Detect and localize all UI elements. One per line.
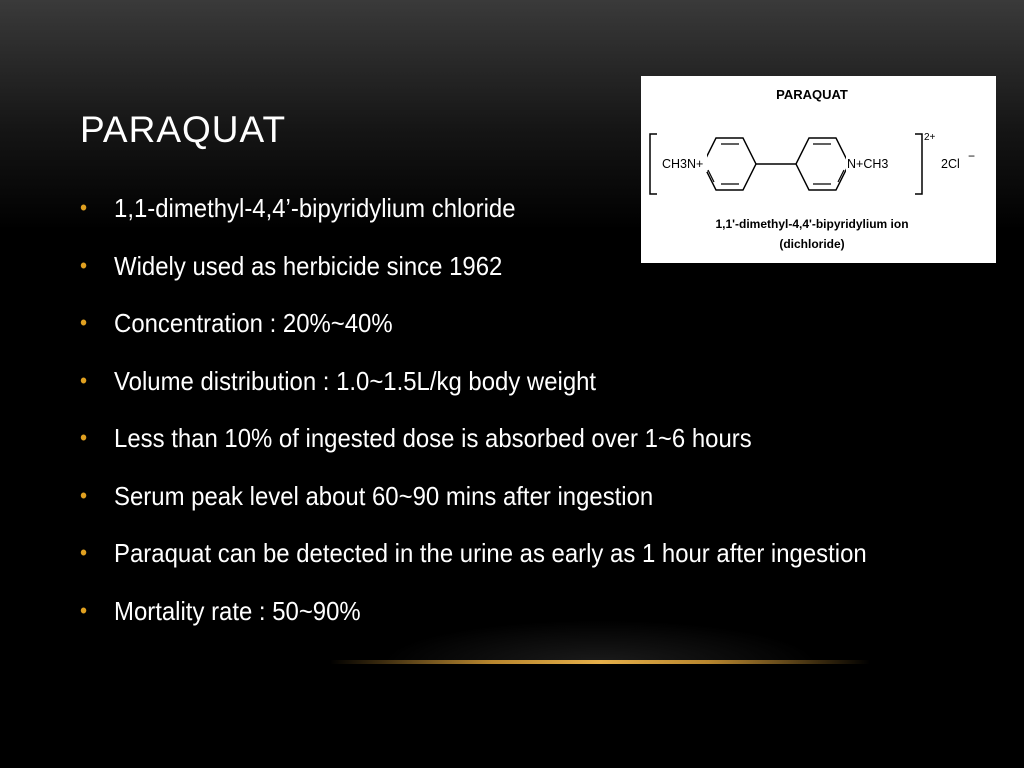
bullet-item [80,361,871,401]
bullet-dot-icon: • [80,540,88,565]
bullet-dot-icon: • [80,310,88,335]
left-pyridine-ring [703,138,756,190]
bullet-dot-icon: • [80,597,88,623]
charge-label: 2+ [924,132,936,143]
bullet-dot-icon: • [80,425,88,450]
bullet-dot-icon: • [80,367,88,393]
right-bracket [915,134,922,194]
bullet-text: Concentration : 20%~40% [114,308,393,338]
bullet-item [80,303,871,343]
counter-ion-label: 2Cl [941,157,960,171]
bullet-text: Widely used as herbicide since 1962 [114,250,503,281]
bullet-text: Paraquat can be detected in the urine as early as 1 hour after ingestion [114,538,867,568]
paraquat-structure-figure [641,76,996,263]
figure-caption-line1: 1,1'-dimethyl-4,4'-bipyridylium ion [715,217,909,231]
bullet-text: 1,1-dimethyl-4,4’-bipyridylium chloride [114,193,516,223]
bullet-dot-icon: • [80,252,88,278]
bullet-dot-icon: • [80,195,88,220]
figure-caption-line2: (dichloride) [779,237,845,251]
decorative-glow [380,620,820,664]
bullet-text: Less than 10% of ingested dose is absorbed over 1~6 hours [114,423,752,453]
left-bracket [650,134,657,194]
right-pyridine-ring [796,138,849,190]
figure-heading: PARAQUAT [776,87,848,102]
bullet-item [80,533,871,573]
bullet-text: Mortality rate : 50~90% [114,595,361,626]
slide-title: PARAQUAT [80,109,287,150]
structure-diagram [641,76,996,263]
left-methyl-group: CH3N+ [662,157,704,171]
right-methyl-group: N+CH3 [847,157,889,171]
bullet-text: Serum peak level about 60~90 mins after ingestion [114,480,654,511]
bullet-dot-icon: • [80,482,88,508]
decorative-accent-line [330,660,870,664]
counter-ion-sign: − [968,149,976,163]
bullet-item [80,476,871,516]
bullet-text: Volume distribution : 1.0~1.5L/kg body weight [114,365,597,396]
bullet-item [80,418,871,458]
